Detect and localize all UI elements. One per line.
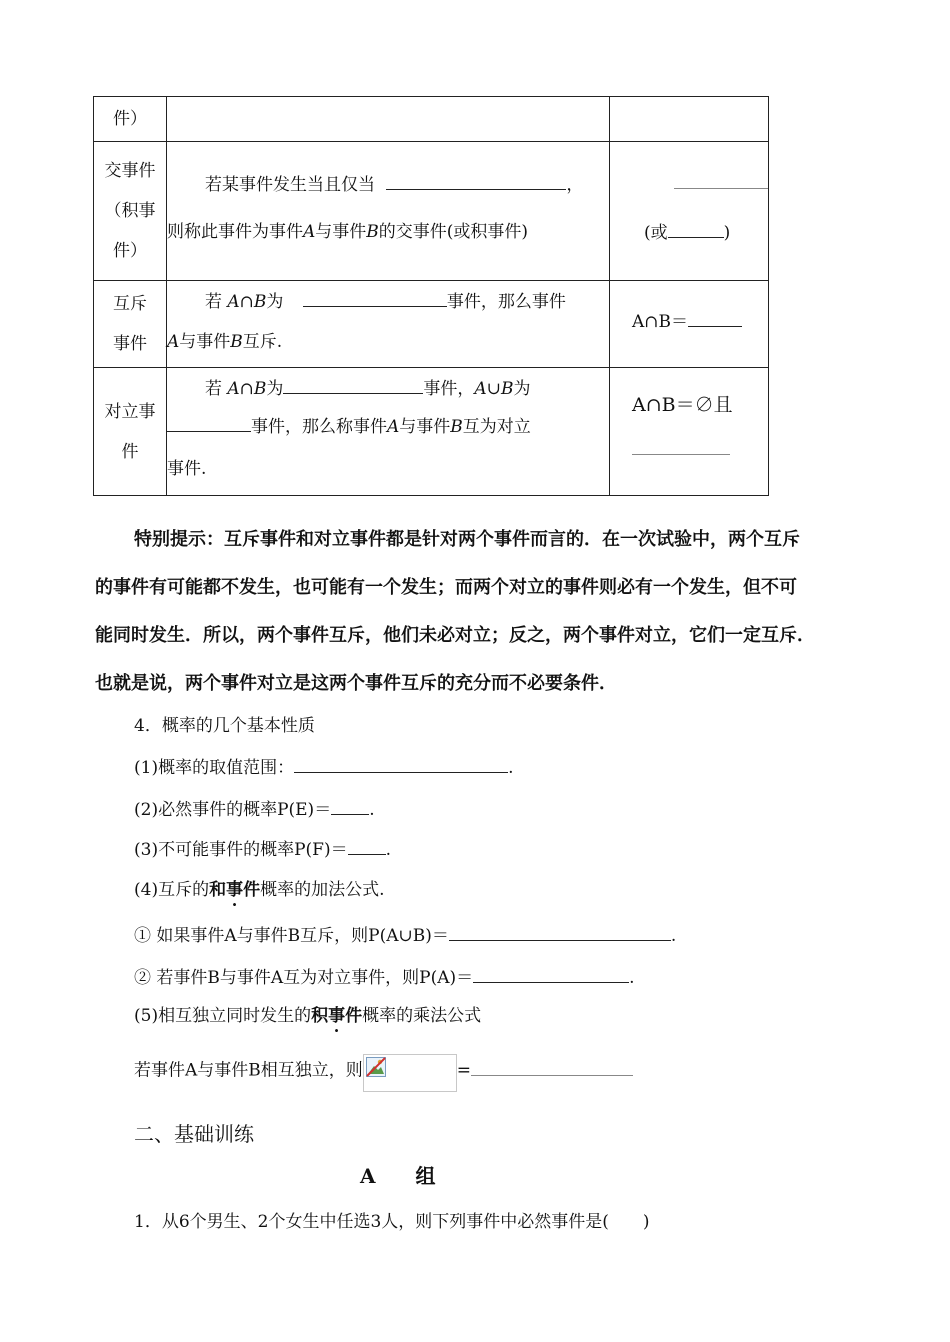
clause1: ① 如果事件A与事件B互斥，则P(A∪B)＝ . <box>134 921 676 946</box>
row2-desc-cell <box>167 281 610 368</box>
row0-desc-cell <box>167 97 610 142</box>
row1-name-cell <box>94 142 167 281</box>
row3-name-cell <box>94 368 167 496</box>
row3-form: A∩B＝∅且 <box>632 394 733 416</box>
row3-form-cell <box>610 368 769 496</box>
broken-image-icon <box>366 1057 386 1077</box>
tip-line1: 特别提示：互斥事件和对立事件都是针对两个事件而言的．在一次试验中，两个互斥 <box>134 529 800 550</box>
emph-he-shijian: 和事件 <box>209 880 261 900</box>
row3-desc-line2: 事件，那么称事件A与事件B互为对立 <box>167 412 531 437</box>
row1-desc-line1: 若某事件发生当且仅当 ， <box>205 170 583 195</box>
prop2: (2)必然事件的概率P(E)＝ . <box>134 795 375 820</box>
row1-name-l2: （积事 <box>104 201 156 221</box>
row0-form-cell <box>610 97 769 142</box>
row1-form-blank1 <box>674 188 768 189</box>
formula-image-placeholder <box>363 1054 457 1092</box>
tip-line2: 的事件有可能都不发生，也可能有一个发生；而两个对立的事件则必有一个发生，但不可 <box>95 577 797 598</box>
group-heading: A 组 <box>360 1164 436 1188</box>
independence-line: 若事件A与事件B相互独立，则 = <box>134 1052 633 1090</box>
row1-name-l3: 件） <box>113 241 147 261</box>
row2-name-l1: 互斥 <box>113 294 147 314</box>
row2-form: A∩B＝ <box>632 307 742 332</box>
row3-form-blank <box>632 454 730 455</box>
row1-name-l1: 交事件 <box>104 161 156 181</box>
event-table <box>93 96 769 496</box>
tip-line4: 也就是说，两个事件对立是这两个事件互斥的充分而不必要条件． <box>95 673 617 694</box>
row3-desc-line1: 若 A∩B为 事件，A∪B为 <box>205 374 530 399</box>
row2-name-l2: 事件 <box>113 334 147 354</box>
row2-desc-line1: 若 A∩B为 事件，那么事件 <box>205 287 566 312</box>
row1-form-cell <box>610 142 769 281</box>
prop1: (1)概率的取值范围： . <box>134 753 514 778</box>
row0-name: 件） <box>113 109 147 129</box>
row1-form: (或 ) <box>644 218 730 243</box>
prop4: (4)互斥的和事件概率的加法公式. <box>134 875 385 900</box>
row3-desc-line3: 事件. <box>167 459 207 479</box>
row2-name-cell <box>94 281 167 368</box>
clause2: ② 若事件B与事件A互为对立事件，则P(A)＝ . <box>134 963 635 988</box>
row2-form-cell <box>610 281 769 368</box>
row2-desc-line2: A与事件B互斥. <box>167 332 283 352</box>
row0-name-cell <box>94 97 167 142</box>
row3-name-l1: 对立事 <box>104 401 156 422</box>
question-1: 1．从6个男生、2个女生中任选3人，则下列事件中必然事件是( ) <box>134 1212 650 1232</box>
row3-desc-cell <box>167 368 610 496</box>
emph-ji-shijian: 积事件 <box>311 1006 363 1026</box>
prop3: (3)不可能事件的概率P(F)＝ . <box>134 835 391 860</box>
section4-title: 4．概率的几个基本性质 <box>134 716 315 736</box>
row1-desc-cell <box>167 142 610 281</box>
section2-title: 二、基础训练 <box>134 1122 254 1146</box>
tip-line3: 能同时发生．所以，两个事件互斥，他们未必对立；反之，两个事件对立，它们一定互斥． <box>95 625 815 646</box>
row3-name-l2: 件 <box>121 441 139 462</box>
prop5: (5)相互独立同时发生的积事件概率的乘法公式 <box>134 1001 481 1026</box>
row1-desc-line2: 则称此事件为事件A与事件B的交事件(或积事件) <box>167 222 529 242</box>
